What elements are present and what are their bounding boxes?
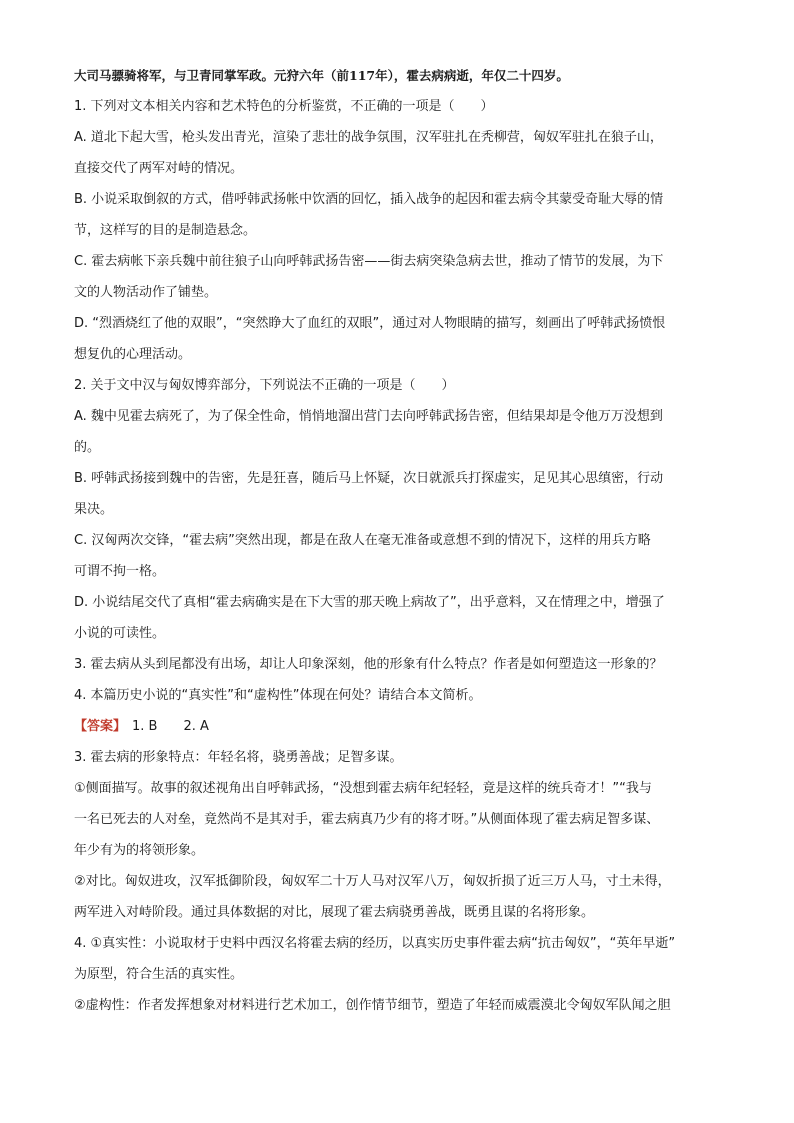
q2-option-d: D. 小说结尾交代了真相“霍去病确实是在下大雪的那天晚上病故了”，出乎意料，又在情理之中，增强了 xyxy=(74,595,665,610)
q2-option-b-cont: 果决。 xyxy=(74,502,114,517)
q2-option-c-cont: 可谓不拘一格。 xyxy=(74,564,166,579)
analysis-3-point-1-cont: 一名已死去的人对垒，竟然尚不是其对手，霍去病真乃少有的将才呀。”从侧面体现了霍去病足智多谋、 xyxy=(74,812,660,827)
q2-option-d-cont: 小说的可读性。 xyxy=(74,626,166,641)
q1-option-c: C. 霍去病帐下亲兵魏中前往狼子山向呼韩武扬告密——街去病突染急病去世，推动了情节的发展，为下 xyxy=(74,254,664,269)
analysis-3-point-1: ①侧面描写。故事的叙述视角出自呼韩武扬，“没想到霍去病年纪轻轻，竟是这样的统兵奇才！”“我与 xyxy=(74,781,652,796)
q2-option-a: A. 魏中见霍去病死了，为了保全性命，悄悄地溜出营门去向呼韩武扬告密，但结果却是令他万万没想到 xyxy=(74,409,663,424)
question-3-stem: 3. 霍去病从头到尾都没有出场，却让人印象深刻，他的形象有什么特点？作者是如何塑造这一形象的？ xyxy=(74,657,663,672)
q1-option-d: D. “烈酒烧红了他的双眼”，“突然睁大了血红的双眼”，通过对人物眼睛的描写，刻画出了呼韩武扬愤恨 xyxy=(74,316,666,331)
question-2 xyxy=(74,376,724,644)
question-2-stem: 2. 关于文中汉与匈奴博弈部分，下列说法不正确的一项是（ ） xyxy=(74,378,455,393)
analysis-3-point-2-cont: 两军进入对峙阶段。通过具体数据的对比，展现了霍去病骁勇善战，既勇且谋的名将形象。 xyxy=(74,905,595,920)
answer-1: 1. B xyxy=(132,719,158,734)
question-1-stem: 1. 下列对文本相关内容和艺术特色的分析鉴赏，不正确的一项是（ ） xyxy=(74,99,494,114)
q1-option-d-cont: 想复仇的心理活动。 xyxy=(74,347,192,362)
intro-text: 大司马骠骑将军，与卫青同掌军政。元狩六年（前117年），霍去病病逝，年仅二十四岁。 xyxy=(74,68,569,83)
q1-option-a: A. 道北下起大雪，枪头发出青光，渲染了悲壮的战争氛围，汉军驻扎在秃柳营，匈奴军驻扎在狼子山， xyxy=(74,130,663,145)
answer-line xyxy=(74,717,724,737)
q1-option-c-cont: 文的人物活动作了铺垫。 xyxy=(74,285,218,300)
q1-option-b: B. 小说采取倒叙的方式，借呼韩武扬帐中饮酒的回忆，插入战争的起因和霍去病令其蒙受奇耻大辱的情 xyxy=(74,192,664,207)
analysis-3-point-1-cont2: 年少有为的将领形象。 xyxy=(74,843,205,858)
question-1 xyxy=(74,97,724,365)
analysis-4-point-1-cont: 为原型，符合生活的真实性。 xyxy=(74,967,244,982)
answer-label: 【答案】 xyxy=(74,719,127,734)
analysis-3-point-2: ②对比。匈奴进攻，汉军抵御阶段，匈奴军二十万人马对汉军八万，匈奴折损了近三万人马，寸土未得， xyxy=(74,874,671,889)
q2-option-b: B. 呼韩武扬接到魏中的告密，先是狂喜，随后马上怀疑，次日就派兵打探虚实，足见其心思缜密，行动 xyxy=(74,471,664,486)
document-page xyxy=(74,66,724,1016)
question-4-stem: 4. 本篇历史小说的“真实性”和“虚构性”体现在何处？请结合本文简析。 xyxy=(74,688,482,703)
q2-option-c: C. 汉匈两次交锋，“霍去病”突然出现，都是在敌人在毫无准备或意想不到的情况下，这样的用兵方略 xyxy=(74,533,651,548)
analysis-4-point-1: 4. ①真实性：小说取材于史料中西汉名将霍去病的经历，以真实历史事件霍去病“抗击匈奴”，“英年早逝” xyxy=(74,936,676,951)
q1-option-b-cont: 节，这样写的目的是制造悬念。 xyxy=(74,223,257,238)
analysis-3-summary: 3. 霍去病的形象特点：年轻名将，骁勇善战；足智多谋。 xyxy=(74,750,403,765)
q1-option-a-cont: 直接交代了两军对峙的情况。 xyxy=(74,161,244,176)
q2-option-a-cont: 的。 xyxy=(74,440,101,455)
analysis-4-point-2: ②虚构性：作者发挥想象对材料进行艺术加工，创作情节细节，塑造了年轻而威震漠北令匈奴军队闻之胆 xyxy=(74,998,671,1013)
answer-2: 2. A xyxy=(183,719,209,734)
